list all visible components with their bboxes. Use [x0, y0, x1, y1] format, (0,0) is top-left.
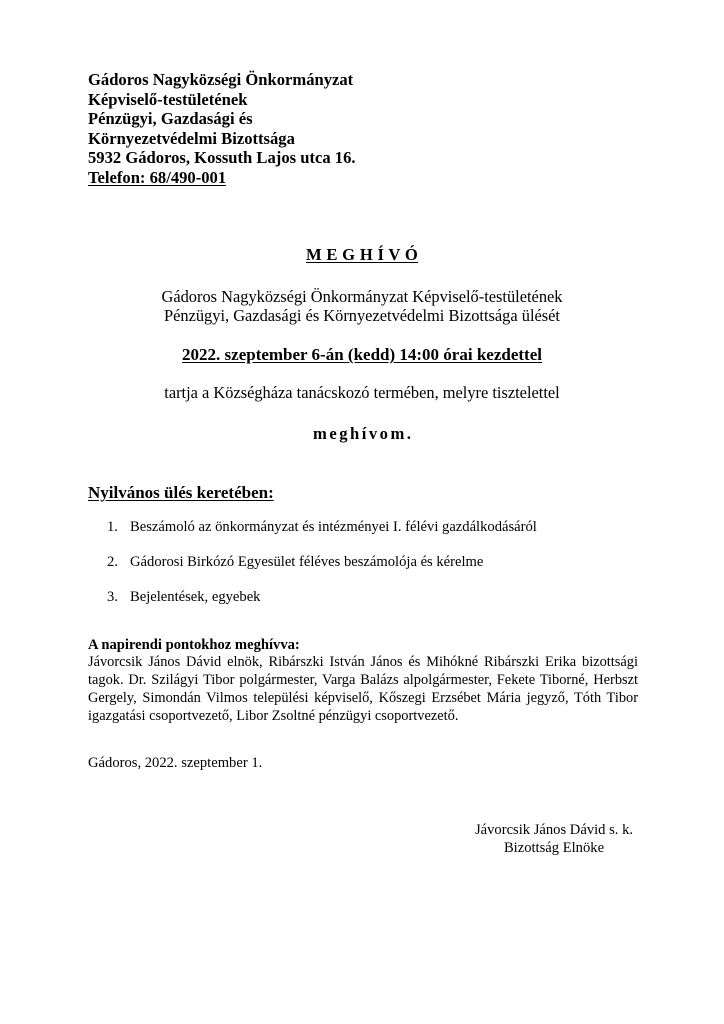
invitation-intro-line: Gádoros Nagyközségi Önkormányzat Képviselő-testületének — [161, 287, 563, 306]
agenda-item-text: Bejelentések, egyebek — [130, 589, 261, 605]
signatory-title: Bizottság Elnöke — [503, 840, 605, 856]
agenda-heading: Nyilvános ülés keretében: — [88, 483, 274, 502]
sender-phone: Telefon: 68/490-001 — [88, 167, 227, 187]
meeting-datetime: 2022. szeptember 6-án (kedd) 14:00 órai kezdettel — [182, 345, 542, 364]
agenda-item-text: Gádorosi Birkózó Egyesület féléves beszámolója és kérelme — [130, 554, 484, 570]
agenda-heading-wrapper — [88, 483, 274, 503]
agenda-item-number: 3. — [107, 589, 118, 605]
agenda-item — [0, 588, 724, 606]
invitees-line: Gergely, Simondán Vilmos települési képviselő, Kőszegi Erzsébet Mária jegyző, Tóth Tibor — [88, 690, 638, 706]
sender-line-committee-2: Környezetvédelmi Bizottsága — [88, 128, 295, 148]
sender-line-address: 5932 Gádoros, Kossuth Lajos utca 16. — [88, 148, 356, 168]
document-title: M E G H Í V Ó — [305, 245, 419, 264]
agenda-item-text: Beszámoló az önkormányzat és intézményei I. félévi gazdálkodásáról — [130, 519, 537, 535]
invitees-line: igazgatási csoportvezető, Libor Zsoltné pénzügyi csoportvezető. — [88, 708, 459, 724]
invitation-intro-line: Pénzügyi, Gazdasági és Környezetvédelmi Bizottsága ülését — [164, 306, 560, 326]
agenda-item-number: 2. — [107, 554, 118, 570]
invitees-line: Jávorcsik János Dávid elnök, Ribárszki István János és Mihókné Ribárszki Erika bizottsági — [88, 654, 638, 670]
signatory-name: Jávorcsik János Dávid s. k. — [474, 822, 634, 838]
meeting-venue: tartja a Községháza tanácskozó termében, melyre tisztelettel — [164, 383, 560, 402]
sender-line-body: Képviselő-testületének — [88, 89, 248, 109]
invitation-intro — [0, 287, 724, 326]
sender-line-organization: Gádoros Nagyközségi Önkormányzat — [88, 70, 354, 89]
invitees-heading: A napirendi pontokhoz meghívva: — [88, 637, 300, 653]
signature-block — [454, 821, 654, 857]
agenda-item — [0, 518, 724, 536]
invitees-line: tagok. Dr. Szilágyi Tibor polgármester, Varga Balázs alpolgármester, Fekete Tiborné, Herbszt — [88, 672, 638, 688]
agenda-item — [0, 553, 724, 571]
document-title-wrapper — [0, 245, 724, 265]
sender-address-block — [88, 70, 356, 188]
agenda-item-number: 1. — [107, 519, 118, 535]
sender-line-committee-1: Pénzügyi, Gazdasági és — [88, 109, 253, 129]
invitees-paragraph — [88, 653, 638, 725]
place-and-date: Gádoros, 2022. szeptember 1. — [88, 755, 263, 771]
invitation-closing: meghívom. — [313, 424, 414, 443]
meeting-datetime-wrapper — [0, 345, 724, 365]
